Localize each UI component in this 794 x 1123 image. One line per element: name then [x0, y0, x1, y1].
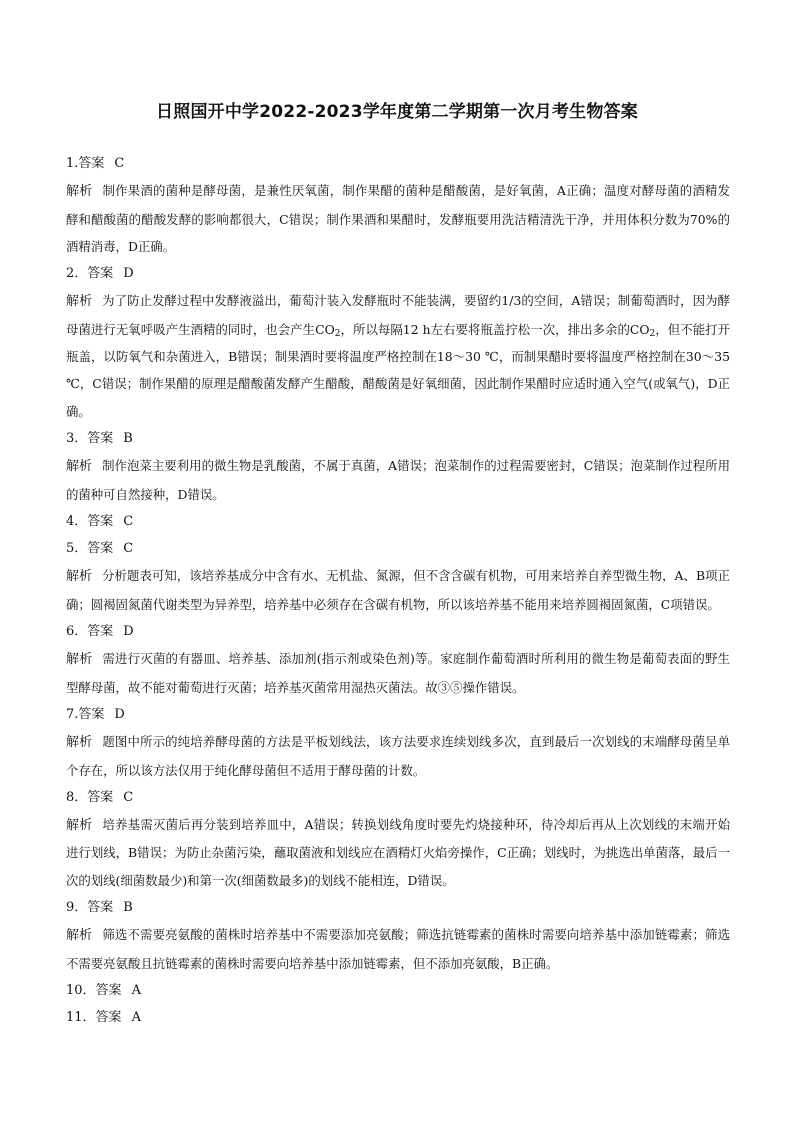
explanation-q9 [66, 921, 730, 977]
answer-value: C [123, 789, 134, 805]
question-number: 5． [66, 541, 88, 557]
answer-value: B [123, 430, 133, 446]
page-title: 日照国开中学2022-2023学年度第二学期第一次月考生物答案 [156, 102, 638, 122]
answer-value: C [123, 513, 134, 529]
answer-line-q10 [66, 977, 730, 1004]
answer-list [66, 150, 730, 1032]
question-number: 2． [66, 266, 88, 282]
explanation-label: 解析 [66, 652, 93, 668]
answer-value: B [123, 900, 133, 916]
explanation-text: 需进行灭菌的有器皿、培养基、添加剂(指示剂或染色剂)等。家庭制作葡萄酒时所利用的微生物是葡萄表面的野生型酵母菌，故不能对葡萄进行灭菌；培养基灭菌常用湿热灭菌法。故③⑤操作错误。 [66, 651, 730, 695]
answer-value: C [114, 156, 125, 171]
explanation-text: 培养基需灭菌后再分装到培养皿中，A错误；转换划线角度时要先灼烧接种环，待冷却后再从上次划线的末端开始进行划线，B错误；为防止杂菌污染，蘸取菌液和划线应在酒精灯火焰旁操作，C正确；划线时，为挑选出单菌落，最后一次的划线(细菌数最少)和第一次(细菌数最多)的划线不能相连，D错误。 [66, 817, 730, 888]
answer-value: C [123, 541, 134, 557]
explanation-q6 [66, 645, 730, 701]
answer-label: 答案 [78, 706, 105, 722]
question-number: 8． [66, 789, 88, 805]
answer-value: D [123, 266, 134, 282]
answer-line-q11 [66, 1004, 730, 1031]
explanation-label: 解析 [66, 294, 93, 310]
explanation-q7 [66, 728, 730, 784]
answer-label: 答案 [87, 900, 114, 916]
question-number: 4． [66, 513, 88, 529]
answer-label: 答案 [87, 266, 114, 282]
answer-value: D [123, 624, 134, 640]
answer-value: A [131, 1010, 141, 1026]
explanation-text: 分析题表可知，该培养基成分中含有水、无机盐、氮源，但不含含碳有机物，可用来培养自养型微生物，A、B项正确；圆褐固氮菌代谢类型为异养型，培养基中必须存在含碳有机物，所以该培养基不能用来培养圆褐固氮菌，C项错误。 [66, 568, 730, 612]
explanation-label: 解析 [66, 459, 93, 475]
answer-value: A [131, 982, 141, 998]
answer-line-q1 [66, 150, 730, 177]
answer-label: 答案 [87, 789, 114, 805]
question-number: 9． [66, 900, 88, 916]
explanation-label: 解析 [66, 184, 93, 200]
question-number: 1. [66, 156, 79, 171]
explanation-text: 筛选不需要亮氨酸的菌株时培养基中不需要添加亮氨酸；筛选抗链霉素的菌株时需要向培养基中添加链霉素；筛选不需要亮氨酸且抗链霉素的菌株时需要向培养基中添加链霉素，但不添加亮氨酸，B正确。 [66, 927, 730, 971]
answer-line-q7 [66, 701, 730, 728]
explanation-text: 制作泡菜主要利用的微生物是乳酸菌，不属于真菌，A错误；泡菜制作的过程需要密封，C错误；泡菜制作过程所用的菌种可自然接种，D错误。 [66, 458, 730, 502]
explanation-text: ，但不能打开瓶盖，以防氧气和杂菌进入，B错误；制果酒时要将温度严格控制在18～30 ℃，而制果醋时要将温度严格控制在30～35 ℃，C错误；制作果醋的原理是醋酸菌发酵产生醋酸，醋酸菌是好氧细菌，因此制作果醋时应适时通入空气(或氧气)，D正确。 [66, 321, 731, 419]
answer-label: 答案 [87, 624, 114, 640]
question-number: 7. [66, 706, 79, 722]
answer-label: 答案 [95, 1010, 122, 1026]
explanation-label: 解析 [66, 569, 93, 585]
explanation-q3 [66, 452, 730, 508]
answer-line-q5 [66, 535, 730, 562]
explanation-q8 [66, 811, 730, 894]
explanation-label: 解析 [66, 928, 93, 944]
explanation-label: 解析 [66, 818, 93, 834]
answer-value: D [114, 706, 125, 722]
answer-line-q6 [66, 618, 730, 645]
explanation-text: 题图中所示的纯培养酵母菌的方法是平板划线法，该方法要求连续划线多次，直到最后一次划线的末端酵母菌呈单个存在，所以该方法仅用于纯化酵母菌但不适用于酵母菌的计数。 [66, 734, 730, 778]
question-number: 3． [66, 430, 88, 446]
subscript: 2 [649, 328, 656, 339]
explanation-text: ，所以每隔12 h左右要将瓶盖拧松一次，排出多余的CO [340, 321, 650, 337]
explanation-label: 解析 [66, 735, 93, 751]
answer-label: 答案 [87, 513, 114, 529]
explanation-q2 [66, 287, 730, 424]
answer-line-q2 [66, 260, 730, 287]
explanation-q1 [66, 177, 730, 260]
answer-label: 答案 [95, 982, 122, 998]
explanation-text: 为了防止发酵过程中发酵液溢出，葡萄汁装入发酵瓶时不能装满，要留约1/3的空间，A错误；制葡萄酒时，因为酵母菌进行无氧呼吸产生酒精的同时，也会产生CO [66, 293, 730, 337]
explanation-text: 制作果酒的菌种是酵母菌，是兼性厌氧菌，制作果醋的菌种是醋酸菌，是好氧菌，A正确；温度对酵母菌的酒精发酵和醋酸菌的醋酸发酵的影响都很大，C错误；制作果酒和果醋时，发酵瓶要用洗洁精清洗干净，并用体积分数为70%的酒精消毒，D正确。 [66, 183, 730, 254]
answer-line-q4 [66, 508, 730, 535]
answer-label: 答案 [87, 430, 114, 446]
question-number: 10． [66, 982, 96, 998]
question-number: 6． [66, 624, 88, 640]
explanation-q5 [66, 562, 730, 618]
answer-label: 答案 [78, 156, 105, 171]
question-number: 11． [66, 1010, 96, 1026]
answer-line-q3 [66, 425, 730, 452]
subscript: 2 [334, 328, 341, 339]
answer-line-q9 [66, 894, 730, 921]
answer-label: 答案 [87, 541, 114, 557]
answer-line-q8 [66, 784, 730, 811]
